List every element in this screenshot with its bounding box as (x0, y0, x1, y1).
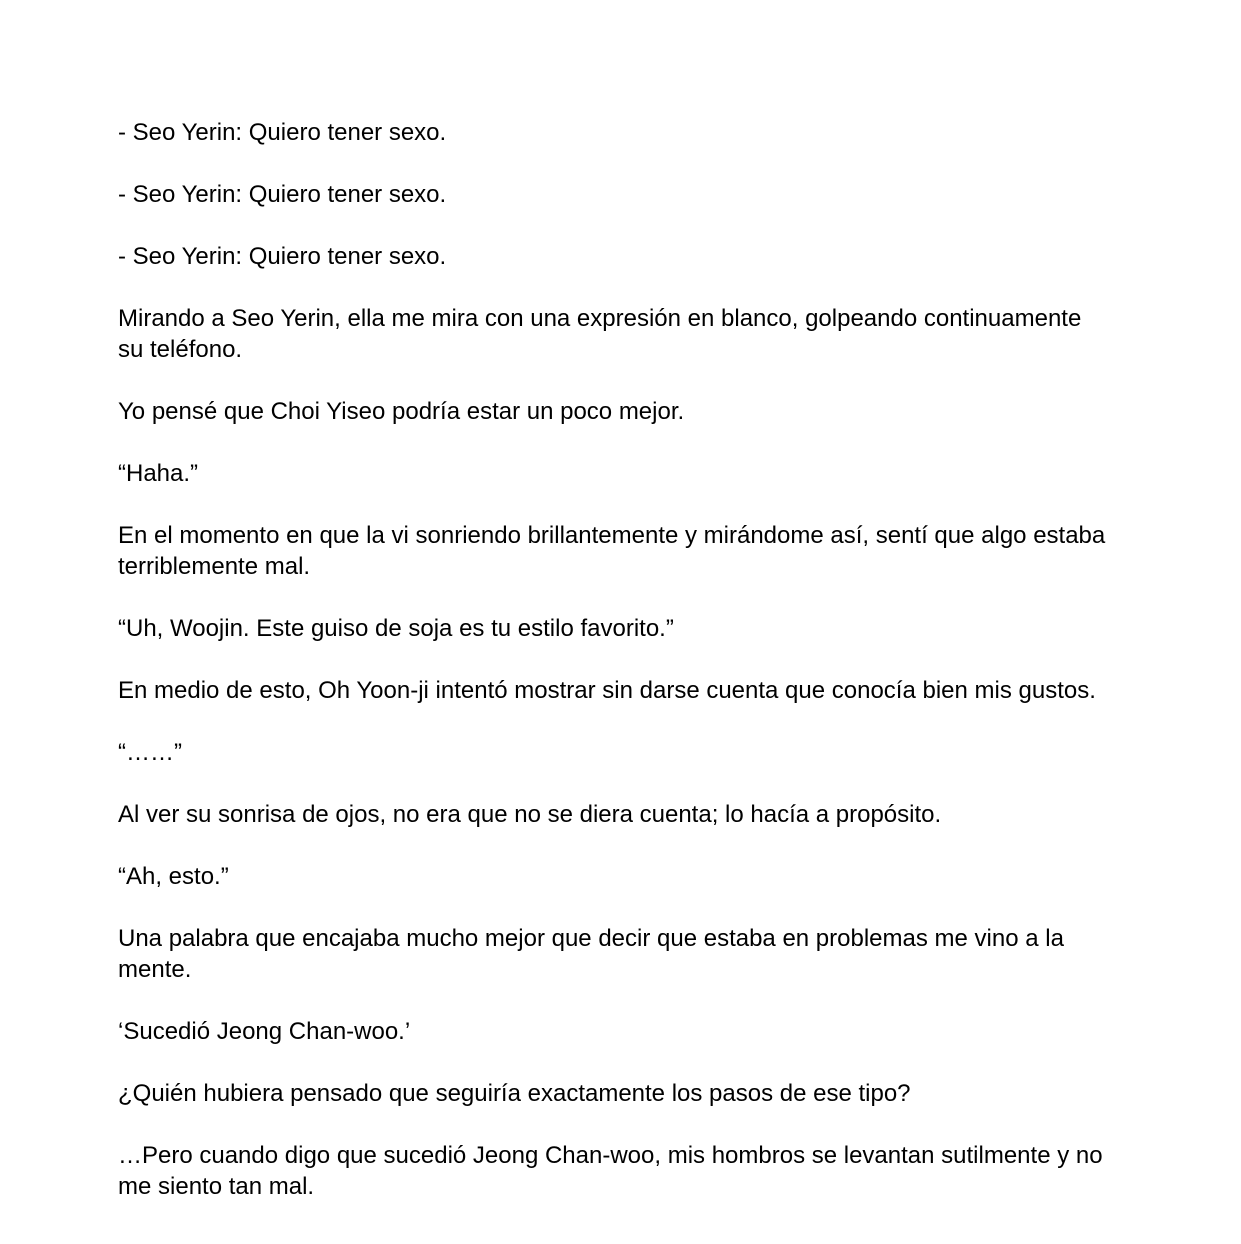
paragraph-16: …Pero cuando digo que sucedió Jeong Chan-woo, mis hombros se levantan sutilmente y no me siento tan mal. (118, 1142, 1103, 1200)
paragraph-3: - Seo Yerin: Quiero tener sexo. (118, 243, 447, 270)
paragraph-2: - Seo Yerin: Quiero tener sexo. (118, 181, 447, 208)
paragraph-14: ‘Sucedió Jeong Chan-woo.’ (118, 1018, 411, 1045)
paragraph-5: Yo pensé que Choi Yiseo podría estar un poco mejor. (118, 398, 685, 425)
document-body (118, 117, 1108, 1233)
paragraph-9: En medio de esto, Oh Yoon-ji intentó mostrar sin darse cuenta que conocía bien mis gustos. (118, 677, 1096, 704)
paragraph-11: Al ver su sonrisa de ojos, no era que no se diera cuenta; lo hacía a propósito. (118, 801, 942, 828)
paragraph-13: Una palabra que encajaba mucho mejor que decir que estaba en problemas me vino a la mente. (118, 925, 1064, 983)
paragraph-4: Mirando a Seo Yerin, ella me mira con una expresión en blanco, golpeando continuamente su teléfono. (118, 305, 1082, 363)
paragraph-8: “Uh, Woojin. Este guiso de soja es tu estilo favorito.” (118, 615, 674, 642)
paragraph-15: ¿Quién hubiera pensado que seguiría exactamente los pasos de ese tipo? (118, 1080, 911, 1107)
paragraph-6: “Haha.” (118, 460, 199, 487)
paragraph-7: En el momento en que la vi sonriendo brillantemente y mirándome así, sentí que algo estaba terriblemente mal. (118, 522, 1106, 580)
paragraph-10: “……” (118, 739, 182, 766)
paragraph-12: “Ah, esto.” (118, 863, 229, 890)
paragraph-1: - Seo Yerin: Quiero tener sexo. (118, 119, 447, 146)
